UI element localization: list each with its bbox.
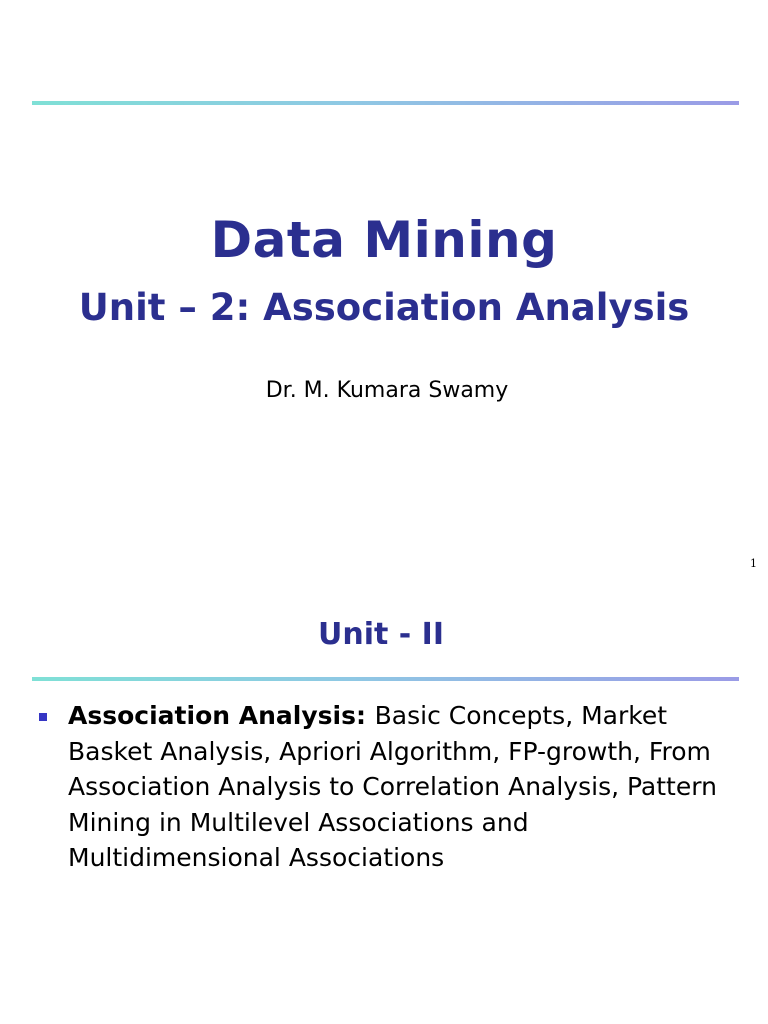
page-number: 1: [750, 557, 757, 570]
top-divider: [32, 101, 739, 105]
bullet-text: Basic Concepts, Market Basket Analysis, Apriori Algorithm, FP-growth, From Association Analysis to Correlation Analysis, Pattern Mining in Multilevel Associations and Multidimensional Associations: [68, 701, 717, 872]
bullet-heading: Association Analysis:: [68, 701, 375, 730]
square-bullet-icon: [39, 713, 47, 721]
syllabus-list: [30, 698, 740, 876]
slide-subtitle: Unit – 2: Association Analysis: [78, 286, 690, 329]
list-item: [30, 698, 740, 876]
unit-title: Unit - II: [317, 617, 444, 652]
title-divider: [32, 677, 739, 681]
slide-title: Data Mining: [210, 211, 558, 269]
author-name: Dr. M. Kumara Swamy: [265, 378, 509, 403]
content-slide: [0, 580, 768, 1024]
